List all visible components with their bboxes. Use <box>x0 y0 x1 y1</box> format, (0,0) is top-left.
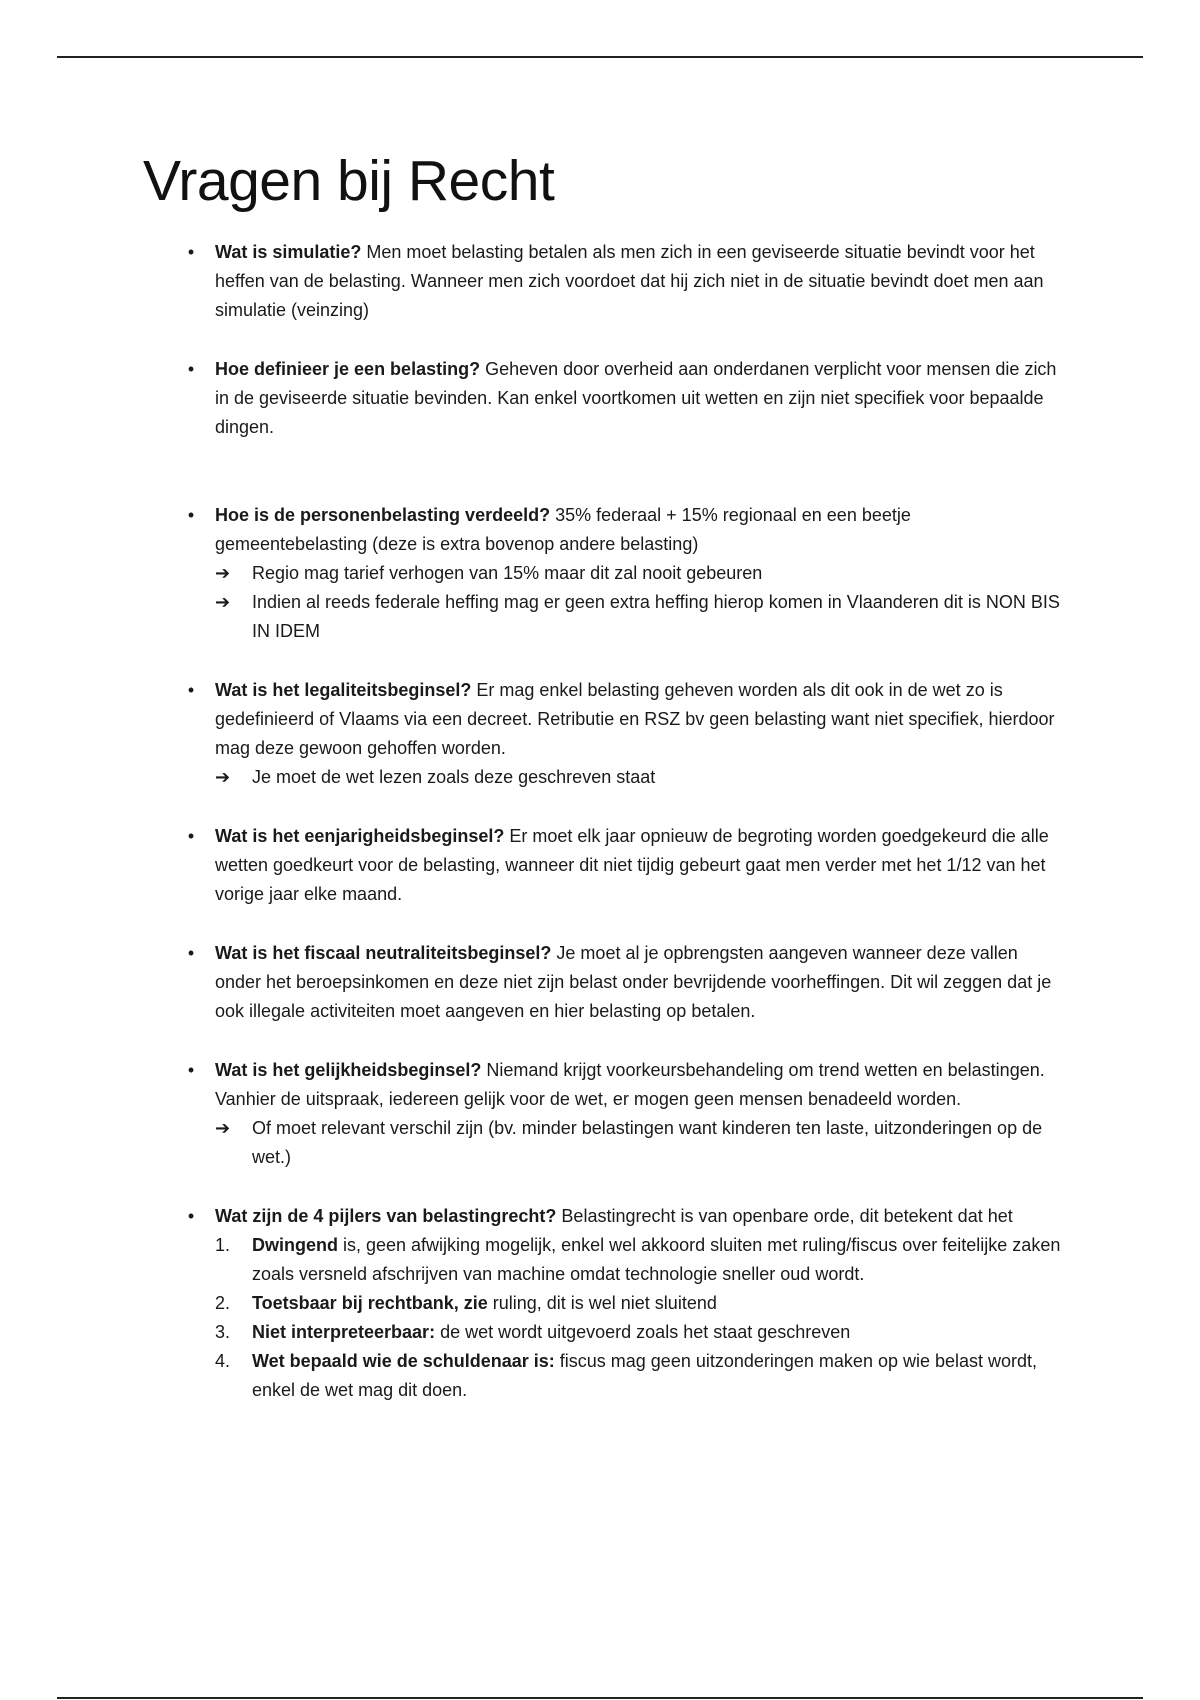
item-number: 4. <box>215 1351 231 1371</box>
arrow-text: Je moet de wet lezen zoals deze geschreven staat <box>252 767 656 787</box>
arrow-right-icon: ➔ <box>215 592 231 612</box>
arrow-right-icon: ➔ <box>215 1118 231 1138</box>
bullet-icon: • <box>187 505 195 525</box>
question-label: Hoe definieer je een belasting? <box>215 359 481 379</box>
list-item <box>143 238 1063 325</box>
item-text: fiscus mag geen uitzonderingen maken op wie belast wordt, enkel de wet mag dit doen. <box>252 1351 1038 1400</box>
question-label: Wat is het gelijkheidsbeginsel? <box>215 1060 482 1080</box>
item-number: 2. <box>215 1293 231 1313</box>
question-label: Wat is het legaliteitsbeginsel? <box>215 680 472 700</box>
answer-text: Er mag enkel belasting geheven worden als dit ook in de wet zo is gedefinieerd of Vlaams via een decreet. Retributie en RSZ bv geen belasting want niet specifiek, hierdoor mag deze gewoon gehoffen worden. <box>215 680 1055 758</box>
answer-text: Men moet belasting betalen als men zich in een geviseerde situatie bevindt voor het heffen van de belasting. Wanneer men zich voordoet dat hij zich niet in de situatie bevindt doet men aan simulatie (veinzing) <box>215 242 1044 320</box>
item-bold: Dwingend <box>252 1235 338 1255</box>
question-label: Wat is het eenjarigheidsbeginsel? <box>215 826 505 846</box>
arrow-text: Of moet relevant verschil zijn (bv. minder belastingen want kinderen ten laste, uitzonderingen op de wet.) <box>252 1118 1043 1167</box>
arrow-text: Regio mag tarief verhogen van 15% maar dit zal nooit gebeuren <box>252 563 763 583</box>
numbered-item <box>215 1289 1063 1318</box>
bullet-icon: • <box>187 680 195 700</box>
bullet-icon: • <box>187 359 195 379</box>
question-label: Wat is het fiscaal neutraliteitsbeginsel? <box>215 943 552 963</box>
item-bold: Niet interpreteerbaar: <box>252 1322 436 1342</box>
question-label: Hoe is de personenbelasting verdeeld? <box>215 505 551 525</box>
bullet-icon: • <box>187 943 195 963</box>
list-item <box>143 1202 1063 1405</box>
question-label: Wat zijn de 4 pijlers van belastingrecht? <box>215 1206 557 1226</box>
item-text: de wet wordt uitgevoerd zoals het staat geschreven <box>435 1322 851 1342</box>
question-text <box>215 822 1063 909</box>
item-bold: Wet bepaald wie de schuldenaar is: <box>252 1351 555 1371</box>
bullet-icon: • <box>187 242 195 262</box>
question-text <box>215 939 1063 1026</box>
question-text <box>215 238 1063 325</box>
question-label: Wat is simulatie? <box>215 242 362 262</box>
question-text <box>215 501 1063 559</box>
bottom-rule <box>57 1697 1143 1699</box>
question-text <box>215 1202 1063 1231</box>
item-number: 3. <box>215 1322 231 1342</box>
question-list <box>143 238 1063 1405</box>
list-item <box>143 355 1063 442</box>
arrow-point <box>215 1114 1063 1172</box>
answer-text: Niemand krijgt voorkeursbehandeling om trend wetten en belastingen. Vanhier de uitspraak, iedereen gelijk voor de wet, er mogen geen mensen benadeeld worden. <box>215 1060 1045 1109</box>
list-item <box>143 676 1063 792</box>
list-item <box>143 501 1063 646</box>
list-item <box>143 822 1063 909</box>
item-number: 1. <box>215 1235 231 1255</box>
numbered-item <box>215 1318 1063 1347</box>
question-text <box>215 1056 1063 1114</box>
item-text: ruling, dit is wel niet sluitend <box>487 1293 717 1313</box>
arrow-point <box>215 588 1063 646</box>
numbered-item <box>215 1231 1063 1289</box>
arrow-point <box>215 763 1063 792</box>
answer-text: Geheven door overheid aan onderdanen verplicht voor mensen die zich in de geviseerde situatie bevinden. Kan enkel voortkomen uit wetten en zijn niet specifiek voor bepaalde dingen. <box>215 359 1057 437</box>
answer-text: Je moet al je opbrengsten aangeven wanneer deze vallen onder het beroepsinkomen en deze niet zijn belast onder bevrijdende voorheffingen. Dit wil zeggen dat je ook illegale activiteiten moet aangeven en hier belasting op betalen. <box>215 943 1052 1021</box>
answer-text: Belastingrecht is van openbare orde, dit betekent dat het <box>556 1206 1013 1226</box>
item-bold: Toetsbaar bij rechtbank, zie <box>252 1293 488 1313</box>
arrow-right-icon: ➔ <box>215 563 231 583</box>
list-item <box>143 1056 1063 1172</box>
question-text <box>215 676 1063 763</box>
bullet-icon: • <box>187 1060 195 1080</box>
list-item <box>143 939 1063 1026</box>
arrow-text: Indien al reeds federale heffing mag er geen extra heffing hierop komen in Vlaanderen dit is NON BIS IN IDEM <box>252 592 1060 641</box>
numbered-item <box>215 1347 1063 1405</box>
arrow-point <box>215 559 1063 588</box>
item-text: is, geen afwijking mogelijk, enkel wel akkoord sluiten met ruling/fiscus over feitelijke zaken zoals versneld afschrijven van machine omdat technologie sneller oud wordt. <box>252 1235 1061 1284</box>
answer-text: 35% federaal + 15% regionaal en een beetje gemeentebelasting (deze is extra bovenop andere belasting) <box>215 505 911 554</box>
page-title: Vragen bij Recht <box>143 149 555 213</box>
answer-text: Er moet elk jaar opnieuw de begroting worden goedgekeurd die alle wetten goedkeurt voor de belasting, wanneer dit niet tijdig gebeurt gaat men verder met het 1/12 van het vorige jaar elke maand. <box>215 826 1049 904</box>
bullet-icon: • <box>187 826 195 846</box>
arrow-right-icon: ➔ <box>215 767 231 787</box>
top-rule <box>57 56 1143 58</box>
question-text <box>215 355 1063 442</box>
bullet-icon: • <box>187 1206 195 1226</box>
